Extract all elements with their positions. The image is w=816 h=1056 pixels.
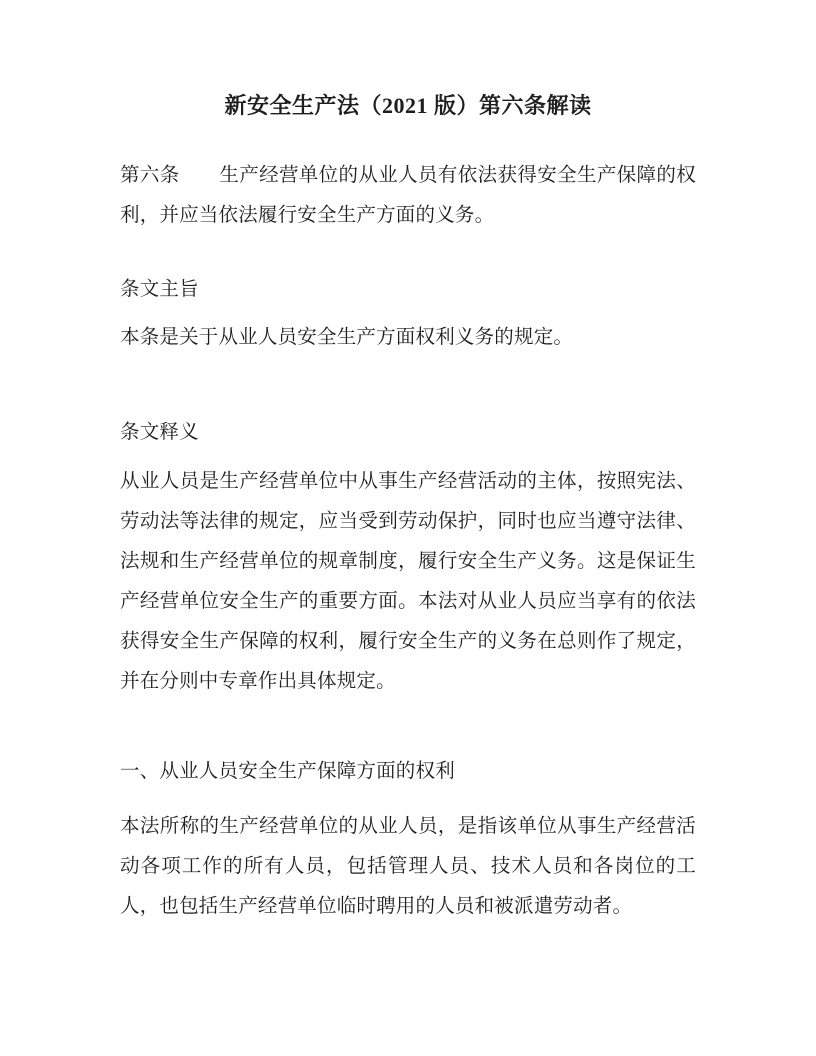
paragraph: 第六条 生产经营单位的从业人员有依法获得安全生产保障的权利，并应当依法履行安全生产方面的义务。 (120, 165, 696, 226)
paragraph: 本法所称的生产经营单位的从业人员，是指该单位从事生产经营活动各项工作的所有人员，包括管理人员、技术人员和各岗位的工人，也包括生产经营单位临时聘用的人员和被派遣劳动者。 (120, 816, 696, 917)
document-content (0, 86, 816, 927)
paragraph: 从业人员是生产经营单位中从事生产经营活动的主体，按照宪法、劳动法等法律的规定，应当受到劳动保护，同时也应当遵守法律、法规和生产经营单位的规章制度，履行安全生产义务。这是保证生产经营单位安全生产的重要方面。本法对从业人员应当享有的依法获得安全生产保障的权利，履行安全生产的义务在总则作了规定，并在分则中专章作出具体规定。 (120, 471, 696, 692)
section-heading: 条文释义 (120, 422, 199, 443)
section-heading: 一、从业人员安全生产保障方面的权利 (120, 761, 455, 782)
document-title: 新安全生产法（2021 版）第六条解读 (224, 93, 592, 118)
paragraph: 本条是关于从业人员安全生产方面权利义务的规定。 (120, 327, 574, 348)
document-body (120, 156, 696, 927)
section-heading: 条文主旨 (120, 279, 199, 300)
